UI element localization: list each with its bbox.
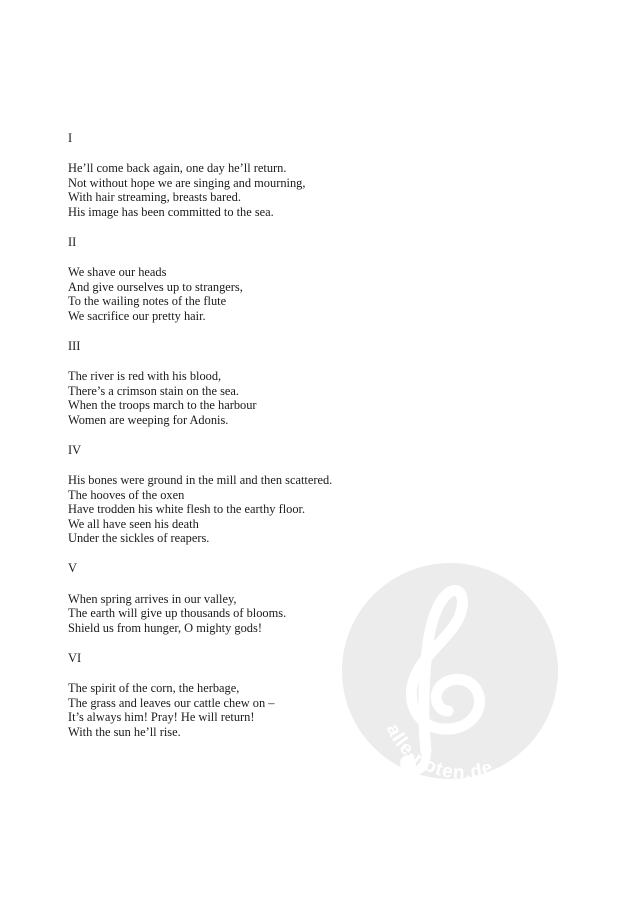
stanza <box>68 369 568 427</box>
poem-line: The earth will give up thousands of blooms. <box>68 606 287 621</box>
treble-clef-icon <box>342 563 558 779</box>
poem-line: And give ourselves up to strangers, <box>68 279 243 294</box>
poem-line: His image has been committed to the sea. <box>68 204 274 219</box>
poem-line: There’s a crimson stain on the sea. <box>68 383 240 398</box>
stanza <box>68 265 568 323</box>
stanza-number: V <box>68 561 77 576</box>
stanza-number: I <box>68 131 73 145</box>
poem-line: The grass and leaves our cattle chew on – <box>68 695 275 710</box>
poem-line: We all have seen his death <box>68 516 199 531</box>
poem-line: When spring arrives in our valley, <box>68 591 237 606</box>
stanza-number: III <box>68 338 81 353</box>
watermark-logo <box>342 563 558 779</box>
poem-line: His bones were ground in the mill and then scattered. <box>68 473 333 487</box>
poem-line: It’s always him! Pray! He will return! <box>68 710 255 725</box>
poem-line: To the wailing notes of the flute <box>68 294 227 309</box>
poem-line: With hair streaming, breasts bared. <box>68 190 241 205</box>
stanza <box>68 473 568 546</box>
stanza-number: II <box>68 234 77 249</box>
poem-line: Women are weeping for Adonis. <box>68 412 229 427</box>
poem-line: The river is red with his blood, <box>68 369 222 384</box>
poem-line: We shave our heads <box>68 265 167 280</box>
stanza-number: IV <box>68 442 82 457</box>
poem-line: Not without hope we are singing and mourning, <box>68 175 306 190</box>
poem-line: Have trodden his white flesh to the earthy floor. <box>68 502 306 517</box>
poem-line: The spirit of the corn, the herbage, <box>68 680 240 695</box>
poem-line: Shield us from hunger, O mighty gods! <box>68 620 262 635</box>
poem-line: When the troops march to the harbour <box>68 398 257 413</box>
poem-line: He’ll come back again, one day he’ll return. <box>68 161 287 176</box>
poem-line: With the sun he’ll rise. <box>68 724 181 739</box>
poem-line: We sacrifice our pretty hair. <box>68 308 206 323</box>
watermark-text: alle-noten.de <box>381 720 497 779</box>
poem-line: The hooves of the oxen <box>68 487 185 502</box>
stanza <box>68 161 568 219</box>
stanza-number: VI <box>68 650 82 665</box>
poem-line: Under the sickles of reapers. <box>68 531 210 546</box>
